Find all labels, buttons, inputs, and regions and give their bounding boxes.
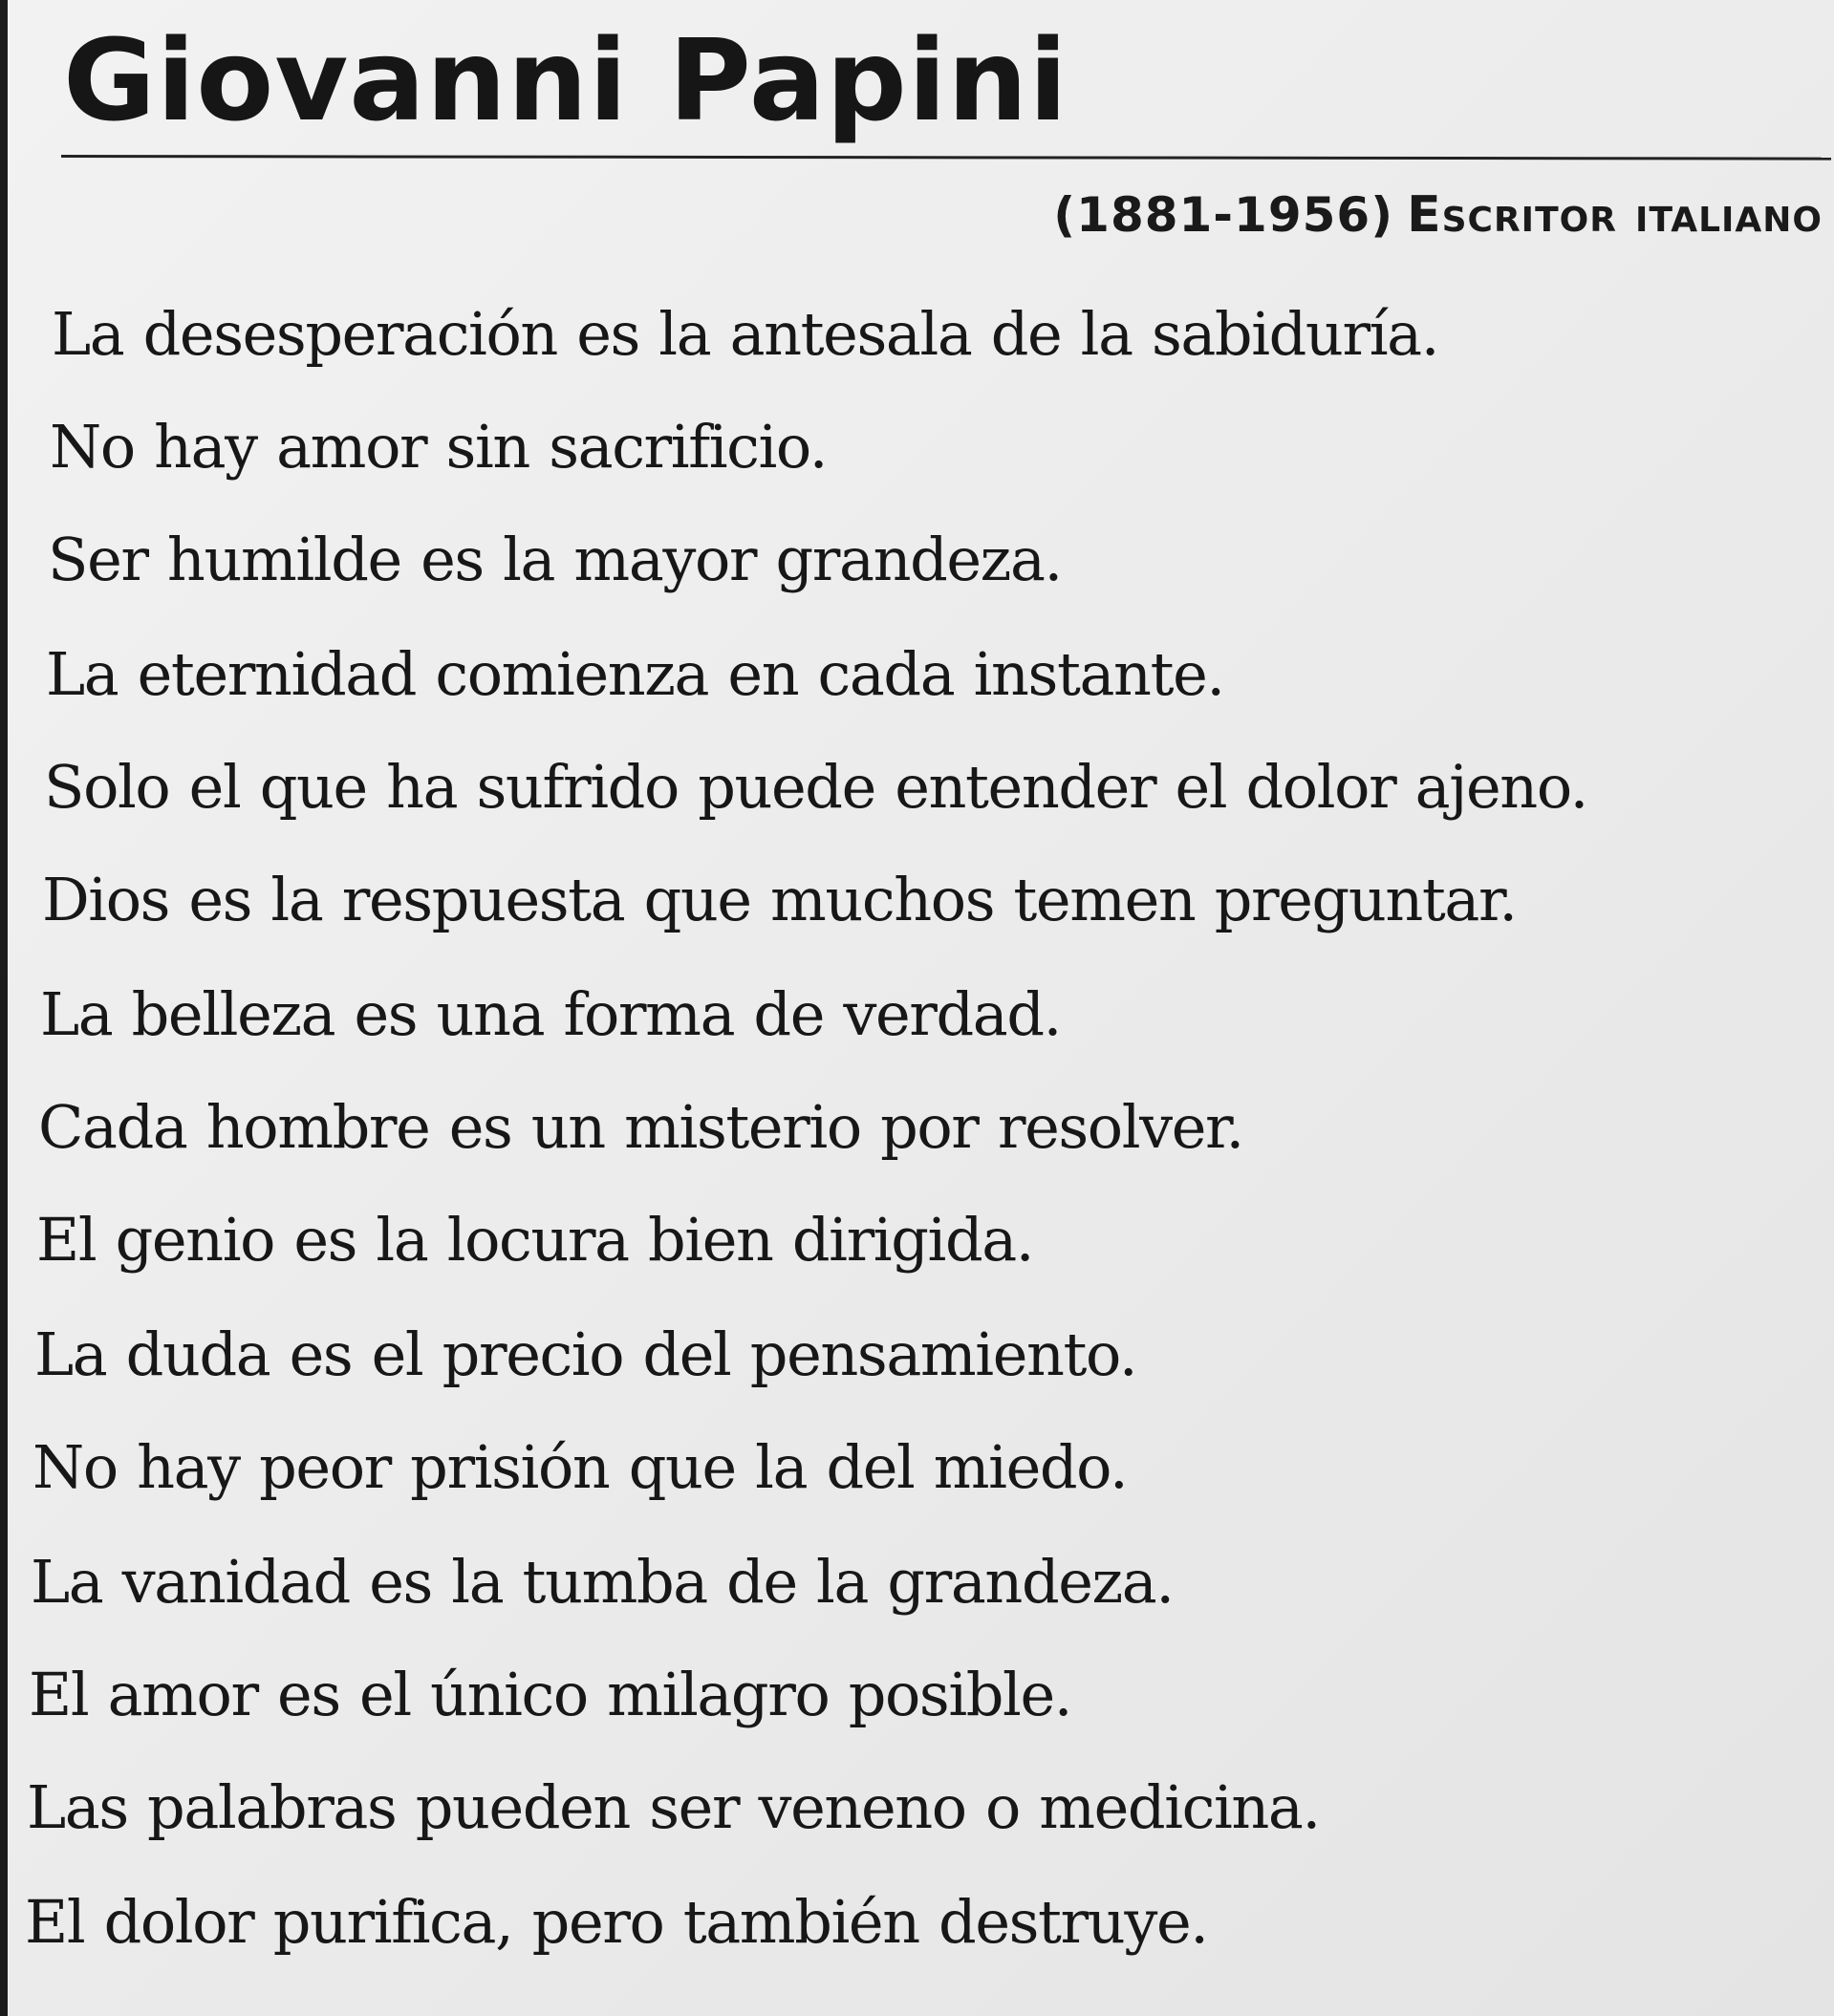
quote-item: El amor es el único milagro posible. [29,1660,1072,1729]
quote-item: La duda es el precio del pensamiento. [34,1319,1137,1389]
author-role: Escritor italiano [1407,186,1823,244]
quote-item: El dolor purifica, pero también destruye. [25,1887,1208,1957]
title-divider [61,155,1831,161]
quote-item: Dios es la respuesta que muchos temen preguntar. [42,865,1517,934]
quote-item: Cada hombre es un misterio por resolver. [38,1092,1243,1162]
quote-item: Las palabras pueden ser veneno o medicina. [27,1772,1320,1842]
quote-item: La eternidad comienza en cada instante. [46,639,1224,709]
page-title: Giovanni Papini [63,14,1068,146]
quote-item: No hay peor prisión que la del miedo. [32,1432,1128,1502]
quote-item: La vanidad es la tumba de la grandeza. [31,1547,1174,1617]
document-sheet [8,0,1834,2016]
page-left-edge [0,0,8,2016]
author-years: (1881-1956) [1053,187,1394,243]
quote-item: La desesperación es la antesala de la sabiduría. [52,299,1438,369]
quote-item: Ser humilde es la mayor grandeza. [48,525,1062,594]
author-subtitle [1053,182,1823,260]
quote-item: No hay amor sin sacrificio. [50,412,828,482]
quote-item: El genio es la locura bien dirigida. [36,1205,1034,1275]
quote-item: La belleza es una forma de verdad. [40,979,1061,1049]
quote-item: Solo el que ha sufrido puede entender el dolor ajeno. [44,752,1587,822]
